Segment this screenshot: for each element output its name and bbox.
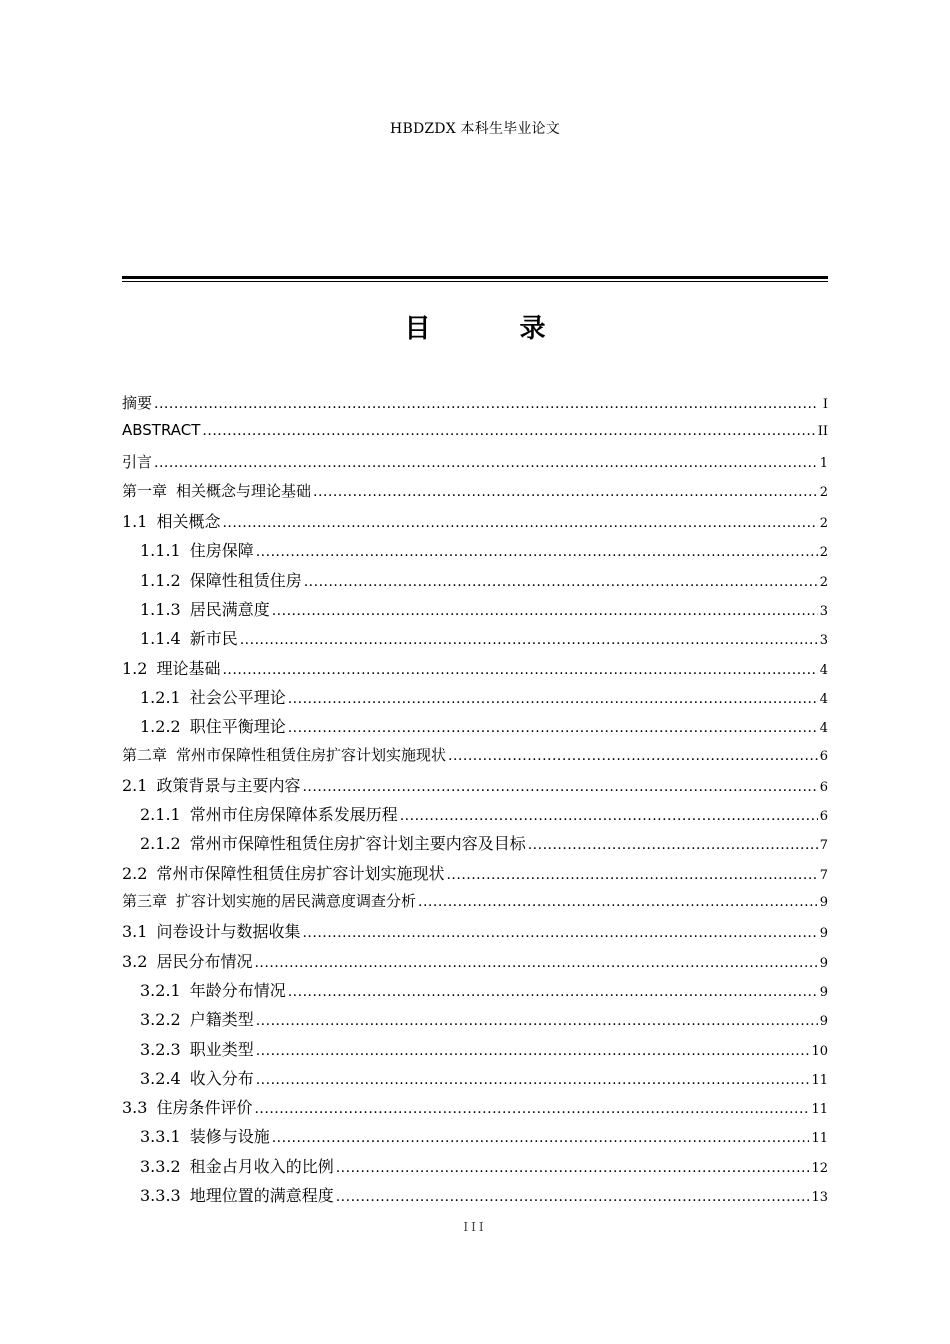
toc-entry[interactable] bbox=[122, 451, 828, 480]
toc-leader-dots bbox=[400, 808, 818, 824]
toc-entry-label: ABSTRACT bbox=[122, 421, 201, 440]
toc-leader-dots bbox=[222, 515, 817, 531]
toc-leader-dots bbox=[313, 484, 818, 500]
toc-leader-dots bbox=[448, 748, 818, 764]
toc-entry-number: 3.3 bbox=[122, 1098, 148, 1118]
toc-entry[interactable] bbox=[122, 1124, 828, 1153]
toc-entry-label: 居民满意度 bbox=[189, 600, 270, 620]
toc-entry-page: 1 bbox=[819, 455, 828, 471]
toc-entry-label: 相关概念 bbox=[156, 512, 221, 532]
toc-entry[interactable] bbox=[122, 978, 828, 1007]
toc-entry-page: 11 bbox=[811, 1131, 828, 1147]
toc-entry-label: 相关概念与理论基础 bbox=[176, 481, 312, 500]
toc-leader-dots bbox=[528, 837, 818, 853]
header-rule-thin bbox=[122, 281, 828, 282]
toc-entry-label: 常州市保障性租赁住房扩容计划主要内容及目标 bbox=[189, 834, 526, 854]
toc-entry-page: 9 bbox=[819, 984, 828, 1000]
toc-entry-page: 11 bbox=[811, 1072, 828, 1088]
toc-entry-page: 12 bbox=[811, 1160, 828, 1176]
toc-entry-page: 10 bbox=[811, 1043, 828, 1059]
toc-entry-page: 6 bbox=[819, 748, 828, 764]
toc-entry-page: 9 bbox=[819, 926, 828, 942]
toc-leader-dots bbox=[222, 662, 817, 678]
toc-leader-dots bbox=[254, 955, 817, 971]
toc-entry-page: 9 bbox=[819, 895, 828, 911]
toc-entry-number: 1.1 bbox=[122, 512, 148, 532]
toc-entry[interactable] bbox=[122, 568, 828, 597]
toc-entry-number: 1.1.1 bbox=[140, 541, 181, 561]
toc-entry[interactable] bbox=[122, 538, 828, 567]
toc-entry[interactable] bbox=[122, 744, 828, 773]
toc-leader-dots bbox=[256, 1043, 810, 1059]
toc-leader-dots bbox=[304, 574, 818, 590]
toc-leader-dots bbox=[154, 396, 818, 412]
toc-entry-label: 扩容计划实施的居民满意度调查分析 bbox=[176, 892, 417, 911]
toc-entry[interactable] bbox=[122, 831, 828, 860]
toc-entry[interactable] bbox=[122, 949, 828, 978]
toc-leader-dots bbox=[254, 1101, 809, 1117]
toc-entry-number: 3.2.4 bbox=[140, 1068, 181, 1088]
toc-entry-label: 租金占月收入的比例 bbox=[189, 1156, 334, 1176]
toc-entry-number: 3.3.2 bbox=[140, 1156, 181, 1176]
toc-entry[interactable] bbox=[122, 890, 828, 919]
toc-entry-label: 引言 bbox=[122, 452, 153, 471]
toc-entry[interactable] bbox=[122, 1154, 828, 1183]
toc-leader-dots bbox=[272, 603, 818, 619]
toc-entry[interactable] bbox=[122, 480, 828, 509]
toc-entry[interactable] bbox=[122, 1037, 828, 1066]
toc-entry[interactable] bbox=[122, 861, 828, 890]
toc-entry-number: 3.2.2 bbox=[140, 1010, 181, 1030]
toc-entry-page: 2 bbox=[819, 574, 828, 590]
toc-entry-page: 4 bbox=[819, 662, 828, 678]
toc-title: 目 录 bbox=[404, 314, 586, 344]
toc-leader-dots bbox=[446, 867, 817, 883]
toc-leader-dots bbox=[256, 1072, 810, 1088]
toc-entry-label: 收入分布 bbox=[189, 1068, 254, 1088]
toc-entry-label: 住房保障 bbox=[189, 541, 254, 561]
toc-entry[interactable] bbox=[122, 421, 828, 450]
toc-entry[interactable] bbox=[122, 509, 828, 538]
toc-entry-label: 问卷设计与数据收集 bbox=[156, 922, 301, 942]
toc-entry-label: 新市民 bbox=[189, 629, 238, 649]
toc-entry-number: 1.1.2 bbox=[140, 570, 181, 590]
toc-entry-number: 3.3.1 bbox=[140, 1127, 181, 1147]
toc-leader-dots bbox=[288, 720, 818, 736]
toc-entry[interactable] bbox=[122, 656, 828, 685]
toc-entry-page: 3 bbox=[819, 633, 828, 649]
toc-entry-number: 1.2 bbox=[122, 658, 148, 678]
toc-entry-label: 居民分布情况 bbox=[156, 951, 253, 971]
toc-entry-page: 2 bbox=[819, 516, 828, 532]
toc-entry-page: 11 bbox=[811, 1102, 828, 1118]
header-rule-thick bbox=[122, 276, 828, 279]
toc-leader-dots bbox=[418, 894, 818, 910]
toc-leader-dots bbox=[336, 1160, 810, 1176]
toc-entry-page: 6 bbox=[819, 809, 828, 825]
toc-entry-number: 3.3.3 bbox=[140, 1186, 181, 1206]
toc-entry[interactable] bbox=[122, 1095, 828, 1124]
toc-entry[interactable] bbox=[122, 1066, 828, 1095]
toc-entry-label: 常州市保障性租赁住房扩容计划实施现状 bbox=[156, 863, 445, 883]
toc-entry-page: 3 bbox=[819, 604, 828, 620]
toc-entry-number: 3.2 bbox=[122, 951, 148, 971]
table-of-contents bbox=[122, 392, 828, 1212]
toc-entry[interactable] bbox=[122, 802, 828, 831]
toc-entry-label: 常州市保障性租赁住房扩容计划实施现状 bbox=[176, 745, 447, 764]
toc-entry-label: 摘要 bbox=[122, 394, 153, 412]
toc-entry-page: 2 bbox=[819, 545, 828, 561]
toc-entry-page: 13 bbox=[811, 1190, 828, 1206]
toc-entry-page: 6 bbox=[819, 779, 828, 795]
toc-entry-label: 户籍类型 bbox=[189, 1010, 254, 1030]
toc-entry-page: 9 bbox=[819, 955, 828, 971]
toc-entry-label: 常州市住房保障体系发展历程 bbox=[189, 805, 398, 825]
toc-entry[interactable] bbox=[122, 1007, 828, 1036]
running-header: HBDZDX 本科生毕业论文 bbox=[390, 121, 560, 137]
toc-leader-dots bbox=[240, 632, 818, 648]
toc-leader-dots bbox=[288, 691, 818, 707]
toc-entry[interactable] bbox=[122, 1183, 828, 1212]
toc-entry-number: 第三章 bbox=[122, 892, 168, 911]
toc-leader-dots bbox=[256, 544, 818, 560]
toc-entry[interactable] bbox=[122, 392, 828, 421]
toc-entry[interactable] bbox=[122, 626, 828, 655]
toc-entry-page: 4 bbox=[819, 691, 828, 707]
toc-entry-label: 职住平衡理论 bbox=[189, 717, 286, 737]
toc-entry-label: 装修与设施 bbox=[189, 1127, 270, 1147]
toc-leader-dots bbox=[302, 779, 817, 795]
toc-entry-page: II bbox=[817, 424, 828, 440]
page-number: III bbox=[463, 1220, 487, 1234]
toc-entry[interactable] bbox=[122, 919, 828, 948]
toc-entry-number: 1.2.2 bbox=[140, 717, 181, 737]
toc-entry-number: 2.1 bbox=[122, 775, 148, 795]
toc-leader-dots bbox=[256, 1013, 818, 1029]
toc-entry-number: 3.1 bbox=[122, 922, 148, 942]
toc-entry[interactable] bbox=[122, 773, 828, 802]
toc-entry-label: 保障性租赁住房 bbox=[189, 570, 302, 590]
toc-leader-dots bbox=[336, 1189, 810, 1205]
toc-entry-number: 3.2.3 bbox=[140, 1039, 181, 1059]
toc-entry-number: 1.2.1 bbox=[140, 687, 181, 707]
toc-entry-number: 2.2 bbox=[122, 863, 148, 883]
toc-entry-number: 2.1.1 bbox=[140, 805, 181, 825]
toc-entry-label: 社会公平理论 bbox=[189, 687, 286, 707]
toc-entry[interactable] bbox=[122, 685, 828, 714]
toc-entry-label: 年龄分布情况 bbox=[189, 980, 286, 1000]
toc-entry-number: 3.2.1 bbox=[140, 980, 181, 1000]
toc-entry-label: 政策背景与主要内容 bbox=[156, 775, 301, 795]
toc-entry-number: 第二章 bbox=[122, 745, 168, 764]
toc-entry-number: 1.1.4 bbox=[140, 629, 181, 649]
toc-entry-number: 2.1.2 bbox=[140, 834, 181, 854]
toc-entry-page: 2 bbox=[819, 484, 828, 500]
toc-entry-number: 1.1.3 bbox=[140, 600, 181, 620]
toc-leader-dots bbox=[202, 423, 815, 439]
toc-entry[interactable] bbox=[122, 714, 828, 743]
toc-leader-dots bbox=[302, 925, 817, 941]
toc-entry-page: I bbox=[822, 397, 828, 412]
toc-leader-dots bbox=[288, 984, 818, 1000]
toc-leader-dots bbox=[272, 1130, 810, 1146]
toc-entry-label: 理论基础 bbox=[156, 658, 221, 678]
toc-entry[interactable] bbox=[122, 597, 828, 626]
toc-entry-label: 住房条件评价 bbox=[156, 1098, 253, 1118]
toc-entry-number: 第一章 bbox=[122, 481, 168, 500]
toc-leader-dots bbox=[154, 455, 818, 471]
toc-entry-label: 职业类型 bbox=[189, 1039, 254, 1059]
toc-entry-label: 地理位置的满意程度 bbox=[189, 1186, 334, 1206]
toc-entry-page: 4 bbox=[819, 721, 828, 737]
toc-entry-page: 7 bbox=[819, 838, 828, 854]
toc-entry-page: 7 bbox=[819, 867, 828, 883]
toc-entry-page: 9 bbox=[819, 1014, 828, 1030]
